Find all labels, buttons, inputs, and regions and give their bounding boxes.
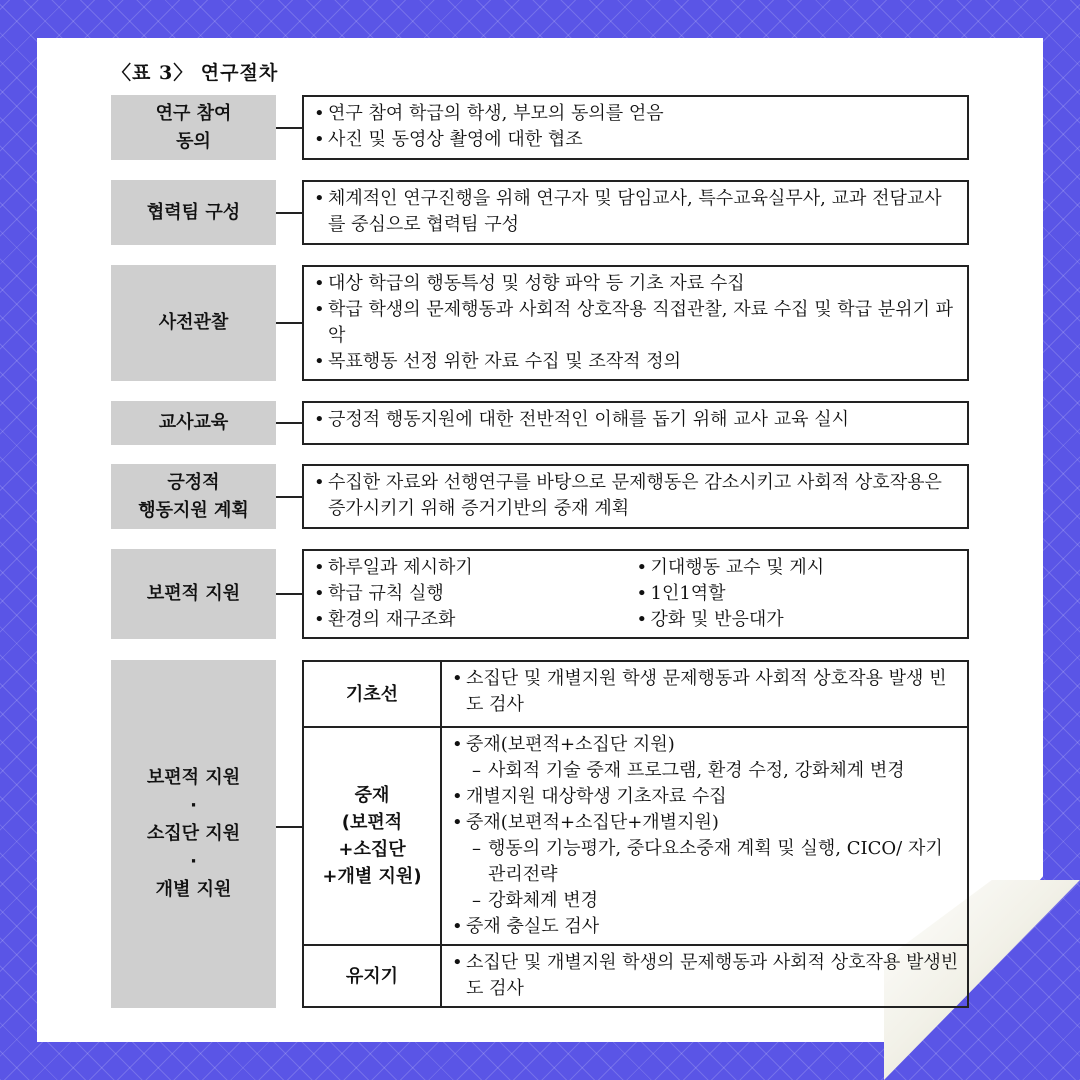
stage-item: 사진 및 동영상 촬영에 대한 협조 — [328, 129, 583, 150]
stage-item: 체계적인 연구진행을 위해 연구자 및 담임교사, 특수교육실무사, 교과 전담교사를 중심으로 협력팀 구성 — [328, 188, 942, 235]
connector — [276, 212, 302, 214]
stage-universal-box: • 하루일과 제시하기 • 기대행동 교수 및 게시 • 학급 규칙 실행 • 1인1역할 • 환경의 재구조화 • 강화 및 반응대가 — [302, 549, 969, 639]
stage-teacher-training-label: 교사교육 — [111, 401, 276, 445]
stage-item: 기대행동 교수 및 게시 — [650, 557, 825, 578]
stage-pbs-plan-label: 긍정적 행동지원 계획 — [111, 464, 276, 529]
phase-item: 소집단 및 개별지원 학생 문제행동과 사회적 상호작용 발생 빈도 검사 — [466, 668, 947, 715]
phase-baseline-label: 기초선 — [304, 662, 442, 726]
stage-item: 1인1역할 — [650, 583, 726, 604]
stage-item: 강화 및 반응대가 — [650, 609, 784, 630]
stage-item: 수집한 자료와 선행연구를 바탕으로 문제행동은 감소시키고 사회적 상호작용은 증가시키기 위해 증거기반의 중재 계획 — [328, 472, 942, 519]
stage-item: 학급 학생의 문제행동과 사회적 상호작용 직접관찰, 자료 수집 및 학급 분위기 파악 — [328, 299, 954, 346]
phase-item: 개별지원 대상학생 기초자료 수집 — [466, 786, 727, 807]
stage-team-box: • 체계적인 연구진행을 위해 연구자 및 담임교사, 특수교육실무사, 교과 전담교사를 중심으로 협력팀 구성 — [302, 180, 969, 245]
phase-subitem: 행동의 기능평가, 중다요소중재 계획 및 실행, CICO/ 자기관리전략 — [488, 838, 943, 885]
stage-item: 환경의 재구조화 — [328, 609, 456, 630]
connector — [276, 322, 302, 324]
stage-item: 연구 참여 학급의 학생, 부모의 동의를 얻음 — [328, 103, 664, 124]
stage-tiered-support-label: 보편적 지원 · 소집단 지원 · 개별 지원 — [111, 660, 276, 1008]
phase-intervention-content: • 중재(보편적+소집단 지원) – 사회적 기술 중재 프로그램, 환경 수정, 강화체계 변경 • 개별지원 대상학생 기초자료 수집 • 중재(보편적+소집단+개별지원) – 행동의 기능평가, 중다요소중재 계획 및 실행, CICO/ 자기관리전략 – 강화체계 변경 • 중재 충실도 검사 — [442, 726, 967, 944]
stage-teacher-training-box: • 긍정적 행동지원에 대한 전반적인 이해를 돕기 위해 교사 교육 실시 — [302, 401, 969, 445]
connector — [276, 127, 302, 129]
stage-consent-box: • 연구 참여 학급의 학생, 부모의 동의를 얻음 • 사진 및 동영상 촬영에 대한 협조 — [302, 95, 969, 160]
connector — [276, 826, 302, 828]
phase-intervention-label: 중재 (보편적 +소집단 +개별 지원) — [304, 726, 442, 944]
connector — [276, 422, 302, 424]
stage-item: 긍정적 행동지원에 대한 전반적인 이해를 돕기 위해 교사 교육 실시 — [328, 409, 849, 430]
stage-item: 목표행동 선정 위한 자료 수집 및 조작적 정의 — [328, 351, 682, 372]
connector — [276, 593, 302, 595]
stage-tiered-support-box — [302, 660, 969, 1008]
phase-item: 중재(보편적+소집단+개별지원) — [466, 812, 719, 833]
stage-preobservation-label: 사전관찰 — [111, 265, 276, 381]
stage-preobservation-box: • 대상 학급의 행동특성 및 성향 파악 등 기초 자료 수집 • 학급 학생의 문제행동과 사회적 상호작용 직접관찰, 자료 수집 및 학급 분위기 파악 • 목표행동 선정 위한 자료 수집 및 조작적 정의 — [302, 265, 969, 381]
stage-pbs-plan-box: • 수집한 자료와 선행연구를 바탕으로 문제행동은 감소시키고 사회적 상호작용은 증가시키기 위해 증거기반의 중재 계획 — [302, 464, 969, 529]
stage-consent-label: 연구 참여 동의 — [111, 95, 276, 160]
phase-subitem: 강화체계 변경 — [488, 890, 599, 911]
stage-item: 대상 학급의 행동특성 및 성향 파악 등 기초 자료 수집 — [328, 273, 745, 294]
connector — [276, 496, 302, 498]
phase-item: 소집단 및 개별지원 학생의 문제행동과 사회적 상호작용 발생빈도 검사 — [466, 952, 959, 999]
phase-item: 중재 충실도 검사 — [466, 916, 600, 937]
phase-subitem: 사회적 기술 중재 프로그램, 환경 수정, 강화체계 변경 — [488, 760, 905, 781]
phase-maintenance-content: • 소집단 및 개별지원 학생의 문제행동과 사회적 상호작용 발생빈도 검사 — [442, 944, 967, 1006]
phase-maintenance-label: 유지기 — [304, 944, 442, 1006]
phase-item: 중재(보편적+소집단 지원) — [466, 734, 675, 755]
stage-item: 학급 규칙 실행 — [328, 583, 444, 604]
table-title: 〈표 3〉 연구절차 — [112, 62, 279, 84]
stage-item: 하루일과 제시하기 — [328, 557, 473, 578]
stage-universal-label: 보편적 지원 — [111, 549, 276, 639]
stage-team-label: 협력팀 구성 — [111, 180, 276, 245]
phase-baseline-content: • 소집단 및 개별지원 학생 문제행동과 사회적 상호작용 발생 빈도 검사 — [442, 662, 967, 726]
